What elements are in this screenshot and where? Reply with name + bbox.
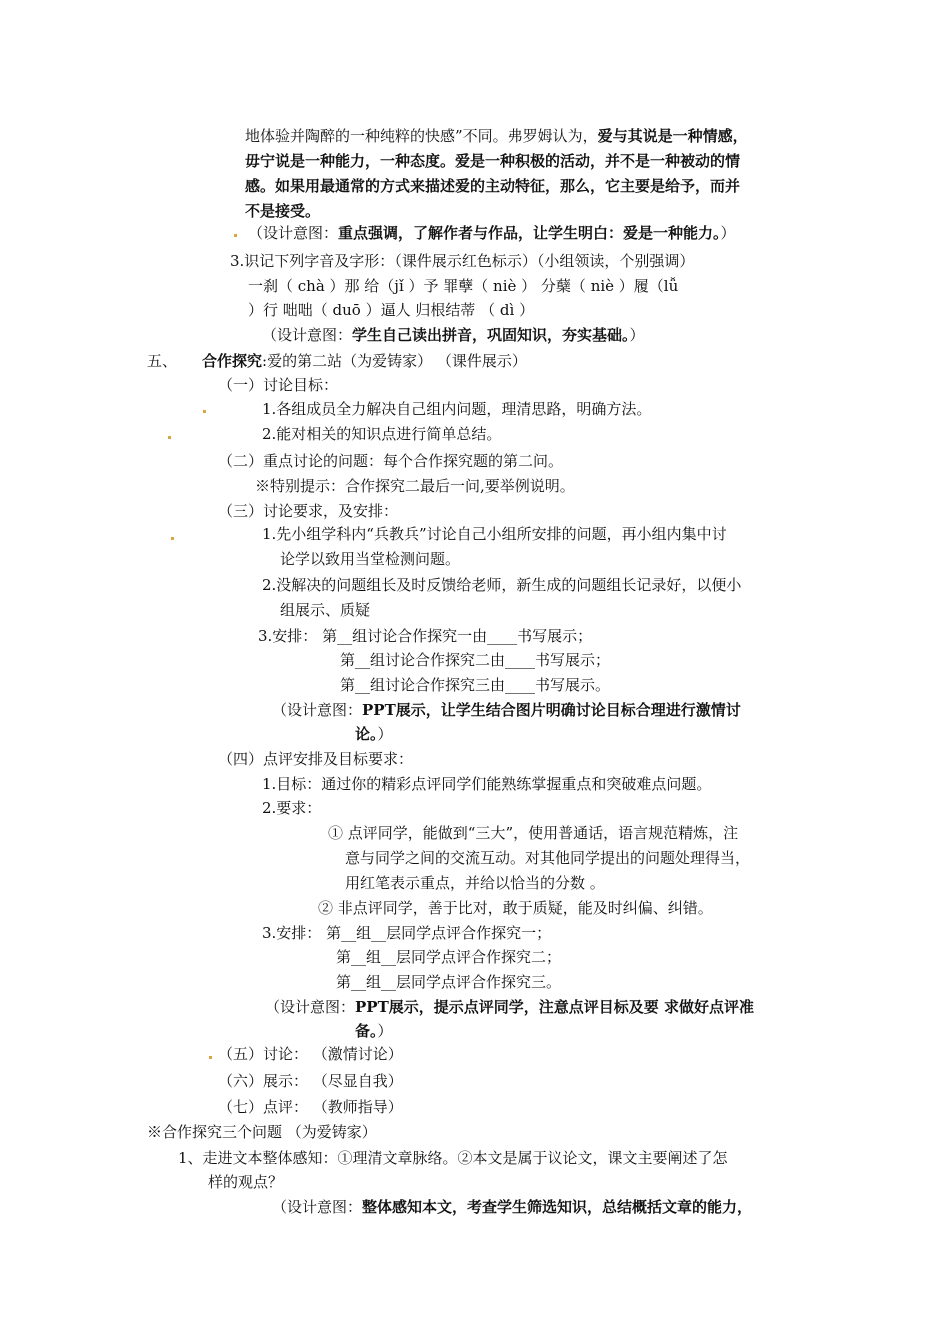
- goal-item-1: 1.各组成员全力解决自己组内问题，理清思路，明确方法。: [262, 400, 652, 418]
- review-heading: （四）点评安排及目标要求：: [218, 750, 414, 768]
- review-arrangement-2: 第__组__层同学点评合作探究二；: [336, 948, 562, 966]
- margin-mark: [203, 410, 206, 413]
- arrangement-1: 3.安排： 第__组讨论合作探究一由____书写展示；: [258, 627, 593, 645]
- intro-line-2: 毋宁说是一种能力，一种态度。爱是一种积极的活动，并不是一种被动的情: [245, 152, 741, 170]
- review-goal: 1.目标：通过你的精彩点评同学们能熟练掌握重点和突破难点问题。: [262, 775, 712, 793]
- req-item-1a: 1.先小组学科内“兵教兵”讨论自己小组所安排的问题，再小组内集中讨: [262, 525, 727, 543]
- arrangement-2: 第__组讨论合作探究二由____书写展示；: [340, 651, 611, 669]
- question-1a: 1、走进文本整体感知：①理清文章脉络。②本文是属于议论文，课文主要阐述了怎: [178, 1149, 728, 1167]
- section-title: 合作探究:爱的第二站（为爱铸家） （课件展示）: [202, 352, 527, 370]
- pinyin-heading: 3.识记下列字音及字形：（课件展示红色标示）（小组领读，个别强调）: [230, 252, 695, 270]
- step-review: （七）点评： （教师指导）: [218, 1098, 403, 1116]
- intro-line-1: 地体验并陶醉的一种纯粹的快感”不同。弗罗姆认为，爱与其说是一种情感，: [245, 127, 748, 145]
- pinyin-row-1: 一刹（ chà ）那 给（jǐ ）予 罪孽（ niè ） 分蘖（ niè ）履（lǚ: [248, 277, 679, 295]
- questions-heading: ※合作探究三个问题 （为爱铸家）: [147, 1123, 377, 1141]
- key-heading: （二）重点讨论的问题：每个合作探究题的第二问。: [218, 452, 564, 470]
- review-design-intent: （设计意图：PPT展示，提示点评同学，注意点评目标及要 求做好点评准: [265, 998, 754, 1016]
- step-discuss: （五）讨论： （激情讨论）: [218, 1045, 403, 1063]
- intro-design-intent: （设计意图：重点强调，了解作者与作品，让学生明白：爱是一种能力。）: [248, 224, 736, 242]
- margin-mark: [209, 1056, 212, 1059]
- review-design-intent-end: 备。）: [355, 1022, 393, 1040]
- margin-mark: [234, 234, 237, 237]
- pinyin-design-intent: （设计意图：学生自己读出拼音，巩固知识，夯实基础。）: [262, 326, 645, 344]
- review-req-label: 2.要求：: [262, 799, 322, 817]
- intro-line-3: 感。如果用最通常的方式来描述爱的主动特征，那么，它主要是给予，而并: [245, 177, 741, 195]
- review-arrangement-3: 第__组__层同学点评合作探究三。: [336, 973, 562, 991]
- key-tip: ※特别提示：合作探究二最后一问,要举例说明。: [255, 477, 575, 495]
- review-arrangement-1: 3.安排： 第__组__层同学点评合作探究一；: [262, 924, 552, 942]
- margin-mark: [168, 436, 171, 439]
- margin-mark: [171, 537, 174, 540]
- discussion-design-intent: （设计意图：PPT展示，让学生结合图片明确讨论目标合理进行激情讨: [272, 701, 741, 719]
- discussion-design-intent-end: 论。）: [355, 725, 393, 743]
- req-heading: （三）讨论要求，及安排：: [218, 502, 399, 520]
- req-item-2b: 组展示、质疑: [280, 601, 371, 619]
- pinyin-row-2: ）行 咄咄（ duō ）逼人 归根结蒂 （ dì ）: [248, 301, 535, 319]
- intro-line-4: 不是接受。: [245, 202, 321, 220]
- goal-heading: （一）讨论目标：: [218, 376, 339, 394]
- review-req-1c: 用红笔表示重点，并给以恰当的分数 。: [345, 874, 605, 892]
- step-present: （六）展示： （尽显自我）: [218, 1072, 403, 1090]
- req-item-1b: 论学以致用当堂检测问题。: [280, 550, 461, 568]
- req-item-2a: 2.没解决的问题组长及时反馈给老师，新生成的问题组长记录好，以便小: [262, 576, 742, 594]
- review-req-2: ② 非点评同学，善于比对，敢于质疑，能及时纠偏、纠错。: [318, 899, 713, 917]
- question-design-intent: （设计意图：整体感知本文，考查学生筛选知识，总结概括文章的能力，: [272, 1198, 753, 1216]
- review-req-1a: ① 点评同学，能做到“三大”，使用普通话，语言规范精炼，注: [328, 824, 739, 842]
- arrangement-3: 第__组讨论合作探究三由____书写展示。: [340, 676, 611, 694]
- question-1b: 样的观点？: [208, 1173, 284, 1191]
- goal-item-2: 2.能对相关的知识点进行简单总结。: [262, 425, 502, 443]
- review-req-1b: 意与同学之间的交流互动。对其他同学提出的问题处理得当，: [345, 849, 751, 867]
- section-number: 五、: [147, 352, 178, 370]
